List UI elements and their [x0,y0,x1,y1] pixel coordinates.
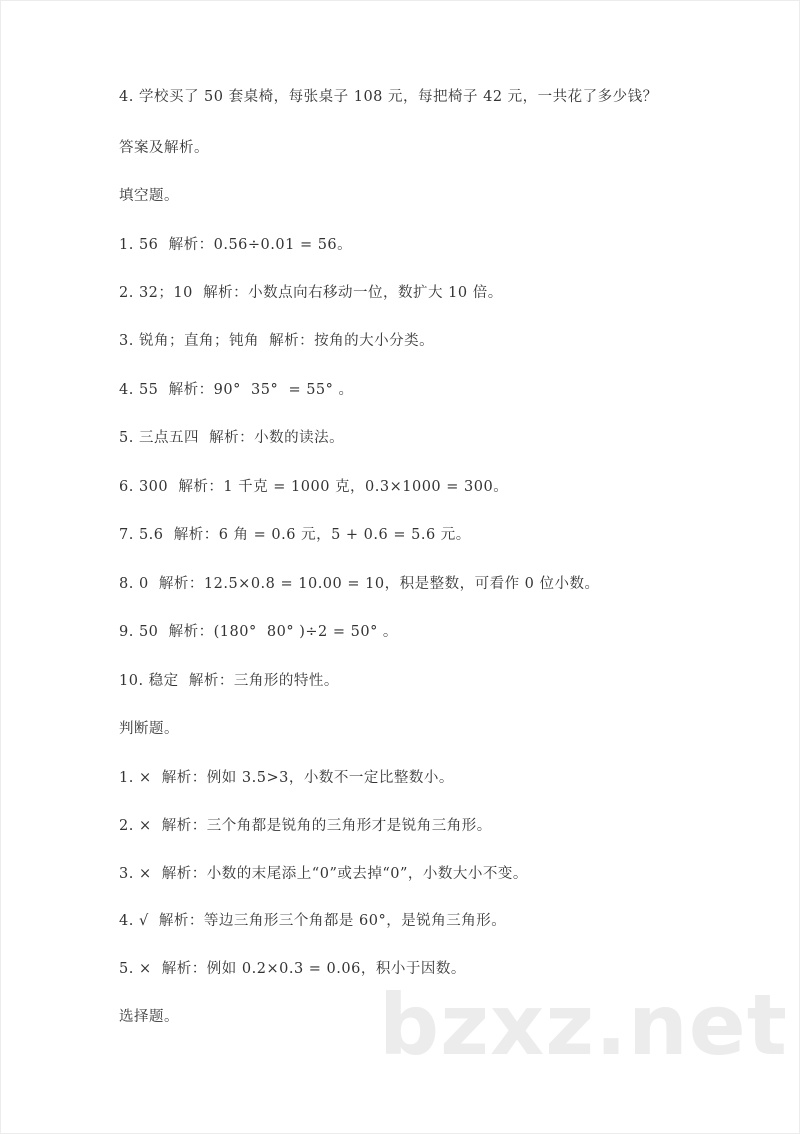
text-line: 2. × 解析：三个角都是锐角的三角形才是锐角三角形。 [119,818,492,834]
text-line: 3. × 解析：小数的末尾添上“0”或去掉“0”，小数大小不变。 [119,866,528,882]
text-line: 答案及解析。 [119,140,209,156]
text-line: 9. 50 解析：(180° 80° )÷2 = 50° 。 [119,624,398,640]
text-line: 4. 55 解析：90° 35° = 55° 。 [119,382,354,398]
text-line: 填空题。 [119,188,179,204]
text-line: 4. √ 解析：等边三角形三个角都是 60°，是锐角三角形。 [119,913,507,929]
text-line: 判断题。 [119,721,179,737]
text-line: 4. 学校买了 50 套桌椅，每张桌子 108 元，每把椅子 42 元，一共花了多少钱？ [119,89,658,105]
text-line: 1. 56 解析：0.56÷0.01 = 56。 [119,237,353,253]
text-line: 8. 0 解析：12.5×0.8 = 10.00 = 10，积是整数，可看作 0 位小数。 [119,576,600,592]
text-line: 10. 稳定 解析：三角形的特性。 [119,673,339,689]
text-line: 选择题。 [119,1009,179,1025]
text-line: 5. 三点五四 解析：小数的读法。 [119,430,345,446]
text-line: 5. × 解析：例如 0.2×0.3 = 0.06，积小于因数。 [119,961,466,977]
text-line: 1. × 解析：例如 3.5>3，小数不一定比整数小。 [119,770,454,786]
watermark: bzxz.net [379,976,788,1074]
text-line: 7. 5.6 解析：6 角 = 0.6 元，5 + 0.6 = 5.6 元。 [119,527,471,543]
text-line: 3. 锐角；直角；钝角 解析：按角的大小分类。 [119,333,435,349]
text-line: 2. 32；10 解析：小数点向右移动一位，数扩大 10 倍。 [119,285,503,301]
text-line: 6. 300 解析：1 千克 = 1000 克，0.3×1000 = 300。 [119,479,509,495]
